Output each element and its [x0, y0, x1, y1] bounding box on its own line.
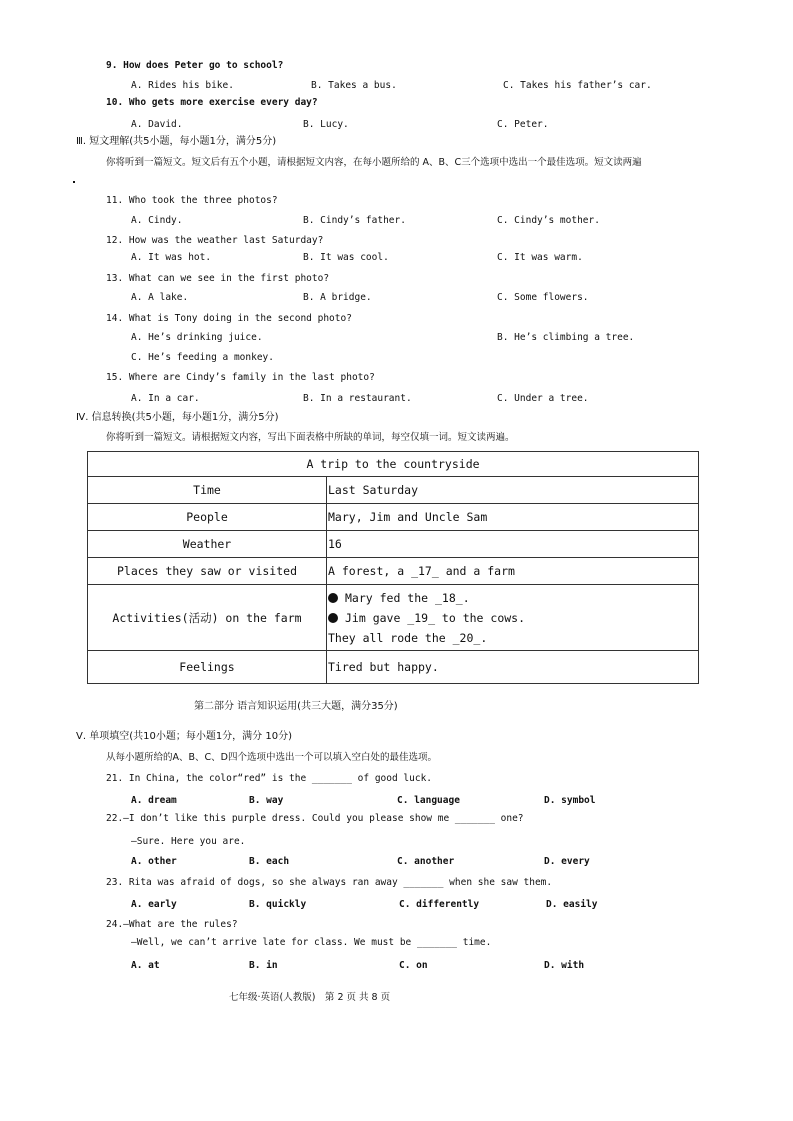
question-21-option-d: D. symbol — [544, 795, 596, 806]
question-12-option-b: B. It was cool. — [303, 252, 389, 263]
table-label-weather: Weather — [88, 531, 327, 558]
question-12-option-c: C. It was warm. — [497, 252, 583, 263]
section-5-instruction: 从每小题所给的A、B、C、D四个选项中选出一个可以填入空白处的最佳选项。 — [106, 752, 437, 763]
question-10-option-b: B. Lucy. — [303, 119, 349, 130]
table-row — [88, 585, 699, 651]
part-2-title: 第二部分 语言知识运用(共三大题，满分35分) — [194, 701, 398, 712]
question-21-option-c: C. language — [397, 795, 460, 806]
table-row — [88, 558, 699, 585]
question-11-option-a: A. Cindy. — [131, 215, 183, 226]
question-11-stem: 11. Who took the three photos? — [106, 195, 278, 206]
table-row — [88, 477, 699, 504]
question-12-option-a: A. It was hot. — [131, 252, 212, 263]
question-22-reply: —Sure. Here you are. — [131, 836, 246, 847]
question-15-option-a: A. In a car. — [131, 393, 200, 404]
question-10-option-a: A. David. — [131, 119, 183, 130]
question-9-option-c: C. Takes his father’s car. — [503, 80, 652, 91]
question-24-reply: —Well, we can’t arrive late for class. We must be _______ time. — [131, 937, 492, 948]
question-23-stem: 23. Rita was afraid of dogs, so she always ran away _______ when she saw them. — [106, 877, 553, 888]
question-13-option-a: A. A lake. — [131, 292, 189, 303]
bullet-icon — [328, 613, 338, 623]
question-14-option-a: A. He’s drinking juice. — [131, 332, 263, 343]
table-value-activities — [327, 585, 699, 651]
section-3-instruction: 你将听到一篇短文。短文后有五个小题，请根据短文内容，在每小题所给的 A、B、C三个选项中选出一个最佳选项。短文读两遍 — [106, 157, 642, 168]
stray-dot — [73, 181, 75, 183]
question-10-option-c: C. Peter. — [497, 119, 549, 130]
question-15-option-c: C. Under a tree. — [497, 393, 589, 404]
question-15-stem: 15. Where are Cindy’s family in the last photo? — [106, 372, 375, 383]
section-4-instruction: 你将听到一篇短文。请根据短文内容，写出下面表格中所缺的单词，每空仅填一词。短文读两遍。 — [106, 432, 515, 443]
question-24-stem: 24.—What are the rules? — [106, 919, 238, 930]
table-row — [88, 504, 699, 531]
section-3-title: Ⅲ. 短文理解(共5小题，每小题1分，满分5分) — [76, 136, 277, 147]
question-14-option-c: C. He’s feeding a monkey. — [131, 352, 274, 363]
table-value-weather: 16 — [327, 531, 699, 558]
question-21-option-a: A. dream — [131, 795, 177, 806]
table-label-people: People — [88, 504, 327, 531]
question-14-stem: 14. What is Tony doing in the second photo? — [106, 313, 352, 324]
question-9-stem: 9. How does Peter go to school? — [106, 60, 284, 71]
question-21-stem: 21. In China, the color“red” is the _______ of good luck. — [106, 773, 433, 784]
table-row — [88, 651, 699, 684]
activity-line — [328, 588, 697, 608]
question-22-stem: 22.—I don’t like this purple dress. Could you please show me _______ one? — [106, 813, 524, 824]
table-value-places: A forest, a _17_ and a farm — [327, 558, 699, 585]
question-12-stem: 12. How was the weather last Saturday? — [106, 235, 324, 246]
section-4-title: Ⅳ. 信息转换(共5小题，每小题1分，满分5分) — [76, 412, 279, 423]
question-24-option-a: A. at — [131, 960, 160, 971]
activity-text: Mary fed the _18_. — [345, 590, 470, 605]
section-5-title: Ⅴ. 单项填空(共10小题；每小题1分，满分 10分) — [76, 731, 292, 742]
question-21-option-b: B. way — [249, 795, 284, 806]
question-13-stem: 13. What can we see in the first photo? — [106, 273, 330, 284]
question-22-option-c: C. another — [397, 856, 455, 867]
question-24-option-b: B. in — [249, 960, 278, 971]
question-23-option-a: A. early — [131, 899, 177, 910]
question-11-option-c: C. Cindy’s mother. — [497, 215, 600, 226]
table-value-people: Mary, Jim and Uncle Sam — [327, 504, 699, 531]
info-table — [87, 451, 699, 684]
activity-text: Jim gave _19_ to the cows. — [345, 610, 526, 625]
question-13-option-b: B. A bridge. — [303, 292, 372, 303]
table-label-time: Time — [88, 477, 327, 504]
question-13-option-c: C. Some flowers. — [497, 292, 589, 303]
activity-line — [328, 608, 697, 628]
question-11-option-b: B. Cindy’s father. — [303, 215, 406, 226]
question-24-option-d: D. with — [544, 960, 585, 971]
table-label-activities: Activities(活动) on the farm — [88, 585, 327, 651]
question-14-option-b: B. He’s climbing a tree. — [497, 332, 635, 343]
question-23-option-d: D. easily — [546, 899, 598, 910]
question-23-option-b: B. quickly — [249, 899, 307, 910]
table-value-feelings: Tired but happy. — [327, 651, 699, 684]
table-label-places: Places they saw or visited — [88, 558, 327, 585]
question-15-option-b: B. In a restaurant. — [303, 393, 412, 404]
table-row — [88, 531, 699, 558]
question-10-stem: 10. Who gets more exercise every day? — [106, 97, 318, 108]
page-footer: 七年级·英语(人教版) 第 2 页 共 8 页 — [229, 992, 391, 1003]
bullet-icon — [328, 593, 338, 603]
question-22-option-a: A. other — [131, 856, 177, 867]
question-9-option-b: B. Takes a bus. — [311, 80, 397, 91]
activity-line: They all rode the _20_. — [328, 630, 488, 645]
question-9-option-a: A. Rides his bike. — [131, 80, 234, 91]
question-22-option-b: B. each — [249, 856, 290, 867]
table-title: A trip to the countryside — [88, 452, 699, 477]
question-24-option-c: C. on — [399, 960, 428, 971]
question-23-option-c: C. differently — [399, 899, 480, 910]
question-22-option-d: D. every — [544, 856, 590, 867]
table-label-feelings: Feelings — [88, 651, 327, 684]
table-value-time: Last Saturday — [327, 477, 699, 504]
